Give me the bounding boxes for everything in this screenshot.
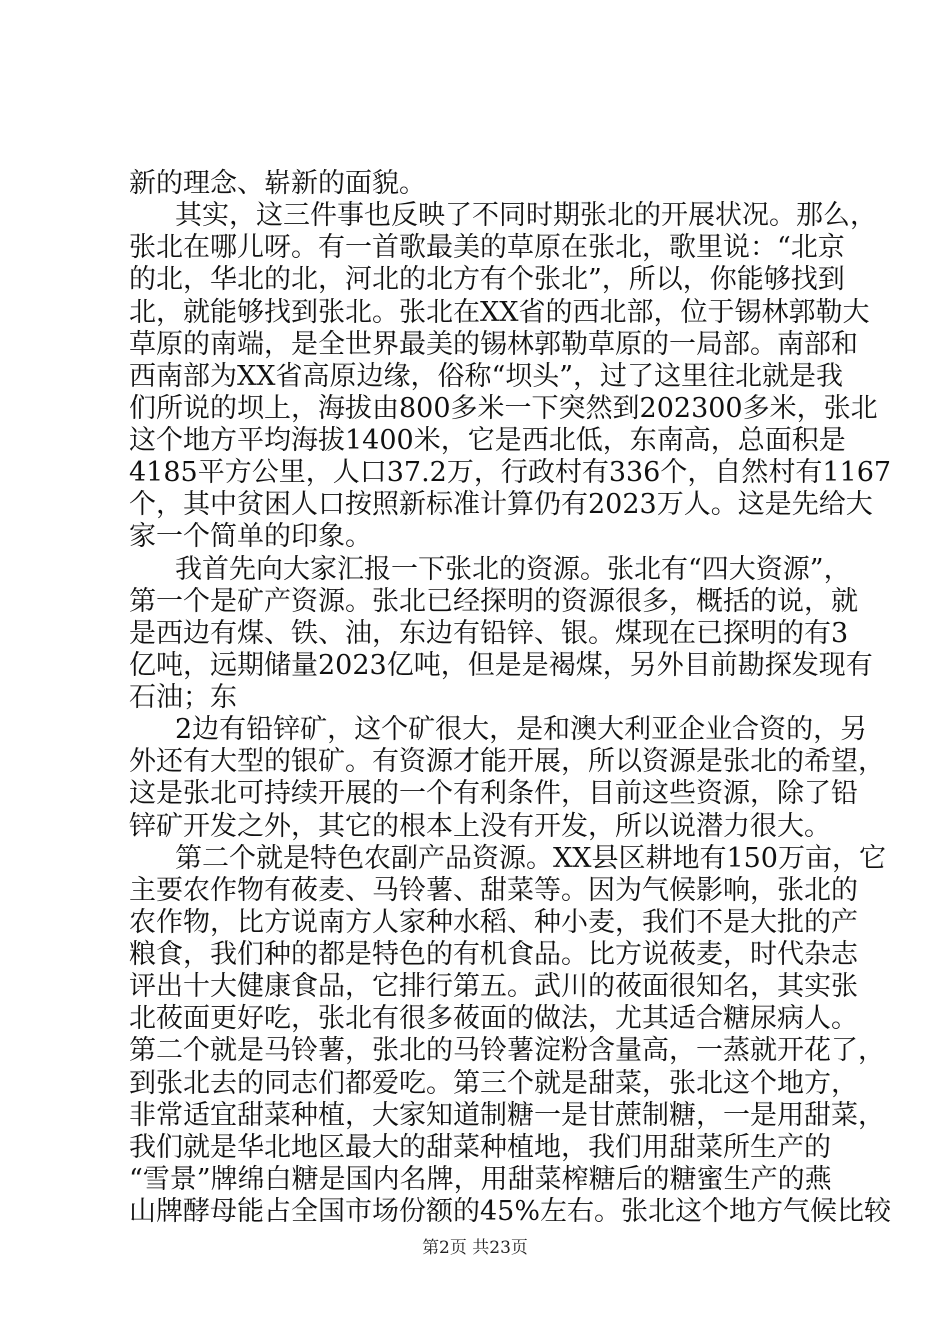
text-line: 山牌酵母能占全国市场份额的45%左右。张北这个地方气候比较 [129,1196,892,1227]
text-line: 主要农作物有莜麦、马铃薯、甜菜等。因为气候影响，张北的 [129,874,858,906]
text-line: 第一个是矿产资源。张北已经探明的资源很多，概括的说，就 [129,585,858,617]
text-line: 到张北去的同志们都爱吃。第三个就是甜菜，张北这个地方， [129,1067,858,1099]
text-line: 农作物，比方说南方人家种水稻、种小麦，我们不是大批的产 [129,906,858,938]
text-line: 4185平方公里，人口37.2万，行政村有336个，自然村有1167 [129,457,892,489]
text-line: 新的理念、崭新的面貌。 [129,168,426,199]
text-line: 亿吨，远期储量2023亿吨，但是是褐煤，另外目前勘探发现有 [129,649,873,681]
text-line: 外还有大型的银矿。有资源才能开展，所以资源是张北的希望， [129,746,885,778]
text-line: “雪景”牌绵白糖是国内名牌，用甜菜榨糖后的糖蜜生产的燕 [129,1163,832,1195]
text-line: 非常适宜甜菜种植，大家知道制糖一是甘蔗制糖，一是用甜菜， [129,1099,885,1131]
text-line: 第二个就是特色农副产品资源。XX县区耕地有150万亩，它 [175,842,886,874]
text-line: 第二个就是马铃薯，张北的马铃薯淀粉含量高，一蒸就开花了， [129,1035,885,1067]
text-line: 粮食，我们种的都是特色的有机食品。比方说莜麦，时代杂志 [129,939,858,970]
text-line: 这个地方平均海拔1400米，它是西北低，东南高，总面积是 [129,425,846,456]
text-line: 西南部为XX省高原边缘，俗称“坝头”，过了这里往北就是我 [129,360,844,392]
text-line: 家一个简单的印象。 [129,521,372,553]
text-line: 这是张北可持续开展的一个有利条件，目前这些资源，除了铅 [129,778,858,810]
text-line: 石油；东 [129,682,237,713]
text-line: 锌矿开发之外，其它的根本上没有开发，所以说潜力很大。 [129,810,831,842]
text-line: 草原的南端，是全世界最美的锡林郭勒草原的一局部。南部和 [129,328,858,360]
text-line: 2边有铅锌矿，这个矿很大，是和澳大利亚企业合资的，另 [175,714,868,746]
text-line: 们所说的坝上，海拔由800多米一下突然到202300多米，张北 [129,392,878,424]
text-line: 张北在哪儿呀。有一首歌最美的草原在张北，歌里说：“北京 [129,232,845,264]
text-line: 北，就能够找到张北。张北在XX省的西北部，位于锡林郭勒大 [129,296,870,328]
text-line: 评出十大健康食品，它排行第五。武川的莜面很知名，其实张 [129,971,858,1003]
text-line: 是西边有煤、铁、油，东边有铅锌、银。煤现在已探明的有3 [129,617,849,649]
page-footer: 第2页 共23页 [422,1238,528,1258]
text-line: 我们就是华北地区最大的甜菜种植地，我们用甜菜所生产的 [129,1131,831,1163]
text-line: 北莜面更好吃，张北有很多莜面的做法，尤其适合糖尿病人。 [129,1003,858,1035]
text-line: 我首先向大家汇报一下张北的资源。张北有“四大资源”， [175,553,851,585]
text-line: 的北，华北的北，河北的北方有个张北”，所以，你能够找到 [129,264,845,296]
text-line: 其实，这三件事也反映了不同时期张北的开展状况。那么， [175,200,877,232]
text-line: 个，其中贫困人口按照新标准计算仍有2023万人。这是先给大 [129,489,873,521]
